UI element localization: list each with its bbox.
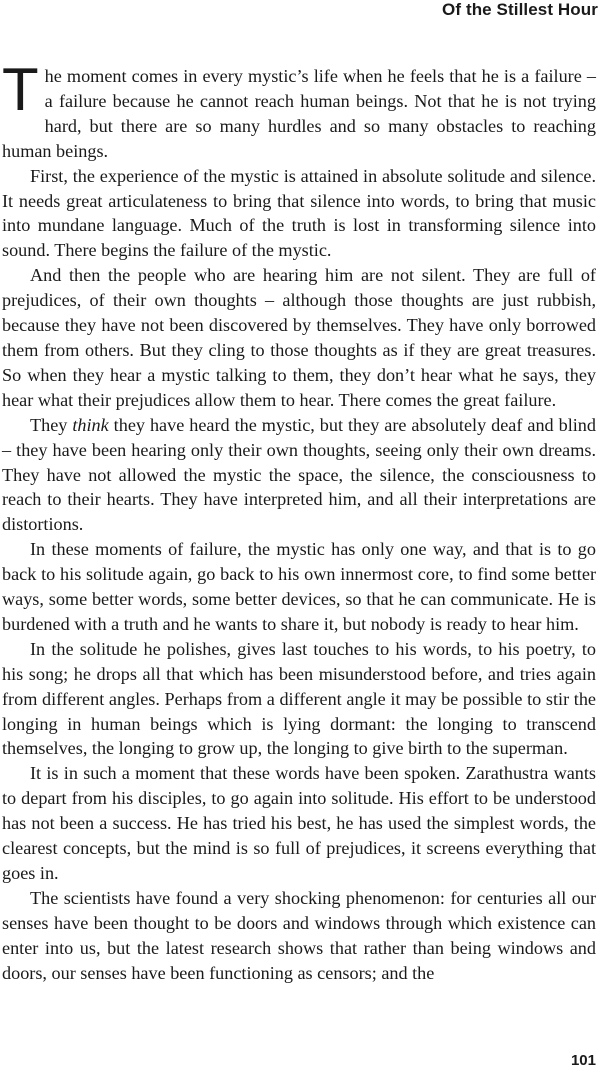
page-body (2, 56, 596, 986)
paragraph-text: he moment comes in every mystic’s life when he feels that he is a failure – a failure because he cannot reach human beings. Not that he is not trying hard, but there are so many hurdles and so many obstacles to reaching human beings. (2, 66, 596, 161)
page-number: 101 (570, 1052, 596, 1069)
paragraph-4 (2, 413, 596, 538)
emphasis-think: think (72, 414, 109, 435)
paragraph-5: In these moments of failure, the mystic has only one way, and that is to go back to his solitude again, go back to his own innermost core, to find some better ways, some better words, some better devices, so that he can communicate. He is burdened with a truth and he wants to share it, but nobody is ready to hear him. (2, 539, 596, 634)
drop-cap: T (2, 56, 39, 123)
paragraph-text: they have heard the mystic, but they are absolutely deaf and blind – they have been hearing only their own thoughts, seeing only their own dreams. They have not allowed the mystic the space, the silence, the consciousness to reach to their hearts. They have interpreted him, and all their interpretations are distortions. (2, 414, 596, 535)
paragraph-2: First, the experience of the mystic is attained in absolute solitude and silence. It needs great articulateness to bring that silence into words, to bring that music into mundane language. Much of the truth is lost in transforming silence into sound. There begins the failure of the mystic. (2, 165, 596, 261)
paragraph-7: It is in such a moment that these words have been spoken. Zarathustra wants to depart from his disciples, to go again into solitude. His effort to be understood has not been a success. He has tried his best, he has used the simplest words, the clearest concepts, but the mind is so full of prejudices, it screens everything that goes in. (2, 763, 596, 883)
paragraph-1 (2, 56, 596, 164)
paragraph-3: And then the people who are hearing him are not silent. They are full of prejudices, of their own thoughts – although those thoughts are just rubbish, because they have not been discovered by themselves. They have only borrowed them from others. But they cling to those thoughts as if they are great treasures. So when they hear a mystic talking to them, they don’t hear what he says, they hear what their prejudices allow them to hear. There comes the great failure. (2, 265, 596, 410)
paragraph-6: In the solitude he polishes, gives last touches to his words, to his poetry, to his song; he drops all that which has been misunderstood before, and tries again from different angles. Perhaps from a different angle it may be possible to stir the longing in human beings which is lying dormant: the longing to transcend themselves, the longing to grow up, the longing to give birth to the superman. (2, 638, 596, 759)
paragraph-8: The scientists have found a very shocking phenomenon: for centuries all our senses have been thought to be doors and windows through which existence can enter into us, but the latest research shows that rather than being windows and doors, our senses have been functioning as censors; and the (2, 887, 596, 983)
paragraph-text-start: They (30, 414, 73, 435)
running-head: Of the Stillest Hour (442, 0, 598, 19)
